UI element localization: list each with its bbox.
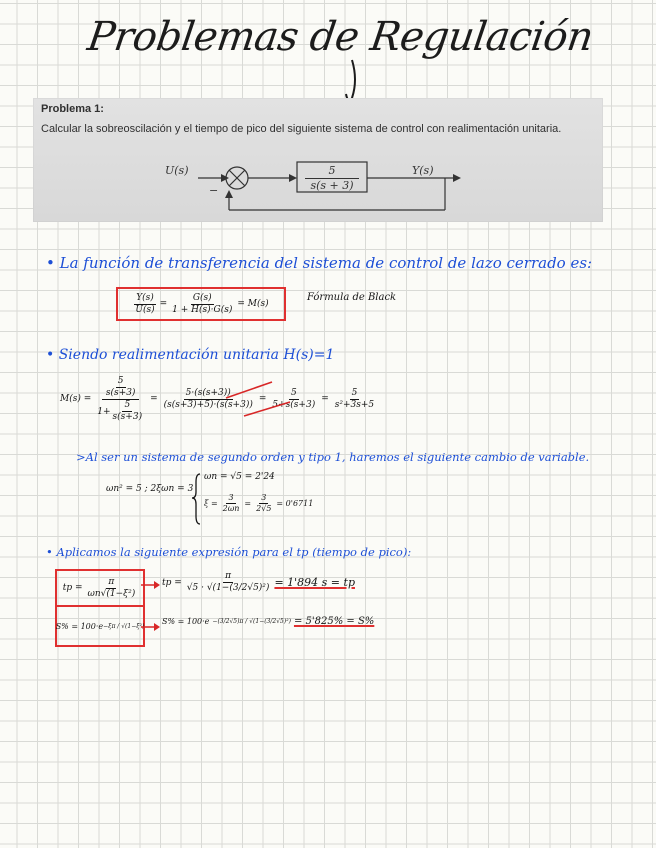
b-denominator: (s(s+3)+5)·(s(s+3)) [163,399,253,410]
page-title: Problemas de Regulación [84,14,596,60]
xi-value: ξ = $\frac{3}{2\omega n}$ = $\frac{3}{2√5}$ = 0'6711 [204,493,314,513]
output-label: Y(s) [412,164,434,177]
tp-calc-num: π [225,571,232,581]
lhs-numerator: Y(s) [136,292,154,303]
bullet-icon: • [46,347,59,363]
s-calc: S% = 100·e [162,617,210,626]
statement-1: La función de transferencia del sistema de control de lazo cerrado es: [59,254,593,272]
xi-prefix: ξ = [204,499,218,508]
xi-num: 3 [228,493,234,502]
arrow-icon: > [76,450,86,464]
lhs-denominator: U(s) [135,304,155,315]
xi-val: = 0'6711 [276,499,314,508]
s-calc-exp: −(3/2√5)π / √(1−(3/2√5)²) [212,618,291,625]
a-num: 5 [117,375,124,386]
mid-numerator: G(s) [192,292,212,303]
mid-denominator: 1 + H(s)·G(s) [172,304,233,315]
input-label: U(s) [165,164,189,177]
a-den-den: s(s+3) [112,411,143,422]
xi-mid-den: 2√5 [256,504,272,513]
tp-calculation [162,572,355,593]
black-formula-box: $\frac{Y(s)}{U(s)}$ = $\frac{G(s)}{1 + H(s)\cdot G(s)}$ = M(s) [116,287,286,321]
mid-rhs: = M(s) [237,299,269,309]
tp-lhs: tp = [62,583,83,593]
a-den-num: 5 [124,399,131,410]
s-formula-exp: −ξπ / √(1−ξ²) [103,622,145,630]
tp-den: ωn√(1−ξ²) [87,588,136,599]
b-numerator: 5·(s(s+3)) [185,387,231,398]
bullet-icon: • [46,254,60,272]
c-denominator: 5+s(s+3) [272,399,316,410]
statement-3: Al ser un sistema de segundo orden y tipo 1, haremos el siguiente cambio de variable. [85,450,590,464]
transfer-derivation: M(s) = $\frac{5}{s(s+3)}$ 1+ $\frac{5}{s(s+3)}$ = $\frac{5\cdot(s(s+3))}{(s(s+3)+5)\cdot(s(s+3))}$ = $\frac{5}{5+s(s+3)}$ = $\frac{5}{\text{s²+3s+5}}$ [60,375,375,422]
xi-den: 2ωn [222,504,240,513]
s-result: = 5'825% = S% [293,616,375,627]
tp-num: π [108,576,115,587]
a-num-den: s(s+3) [105,387,136,398]
statement-4: Aplicamos la siguiente expresión para el tp (tiempo de pico): [56,545,412,559]
c-numerator: 5 [290,387,297,398]
plant-denominator: s(s + 3) [310,179,354,192]
variable-definitions: ωn² = 5 ; 2ξωn = 3 [106,484,194,494]
feedback-sign: − [209,184,219,197]
d-denominator: s²+3s+5 [334,399,375,410]
problem-heading: Problema 1: [41,103,104,115]
statement-2: Siendo realimentación unitaria H(s)=1 [58,347,335,363]
overshoot-calculation [162,616,374,627]
bullet-icon: • [46,545,57,559]
tp-result: = 1'894 s = tp [274,576,355,589]
black-formula-note: Fórmula de Black [307,292,397,303]
plant-numerator: 5 [305,164,359,179]
d-numerator: 5 [351,387,358,398]
tp-calc-lhs: tp = [162,577,182,588]
problem-statement: Calcular la sobreoscilación y el tiempo de pico del siguiente sistema de control con realimentación unitaria. [41,123,562,135]
m-label: M(s) = [60,394,92,404]
xi-mid-num: 3 [261,493,267,502]
s-formula: S% = 100·e [55,621,104,631]
tp-calc-den: √5 · √(1−(3/2√5)²) [186,583,270,593]
wn-value: ωn = √5 = 2'24 [204,472,275,482]
a-den-prefix: 1+ [97,406,111,417]
